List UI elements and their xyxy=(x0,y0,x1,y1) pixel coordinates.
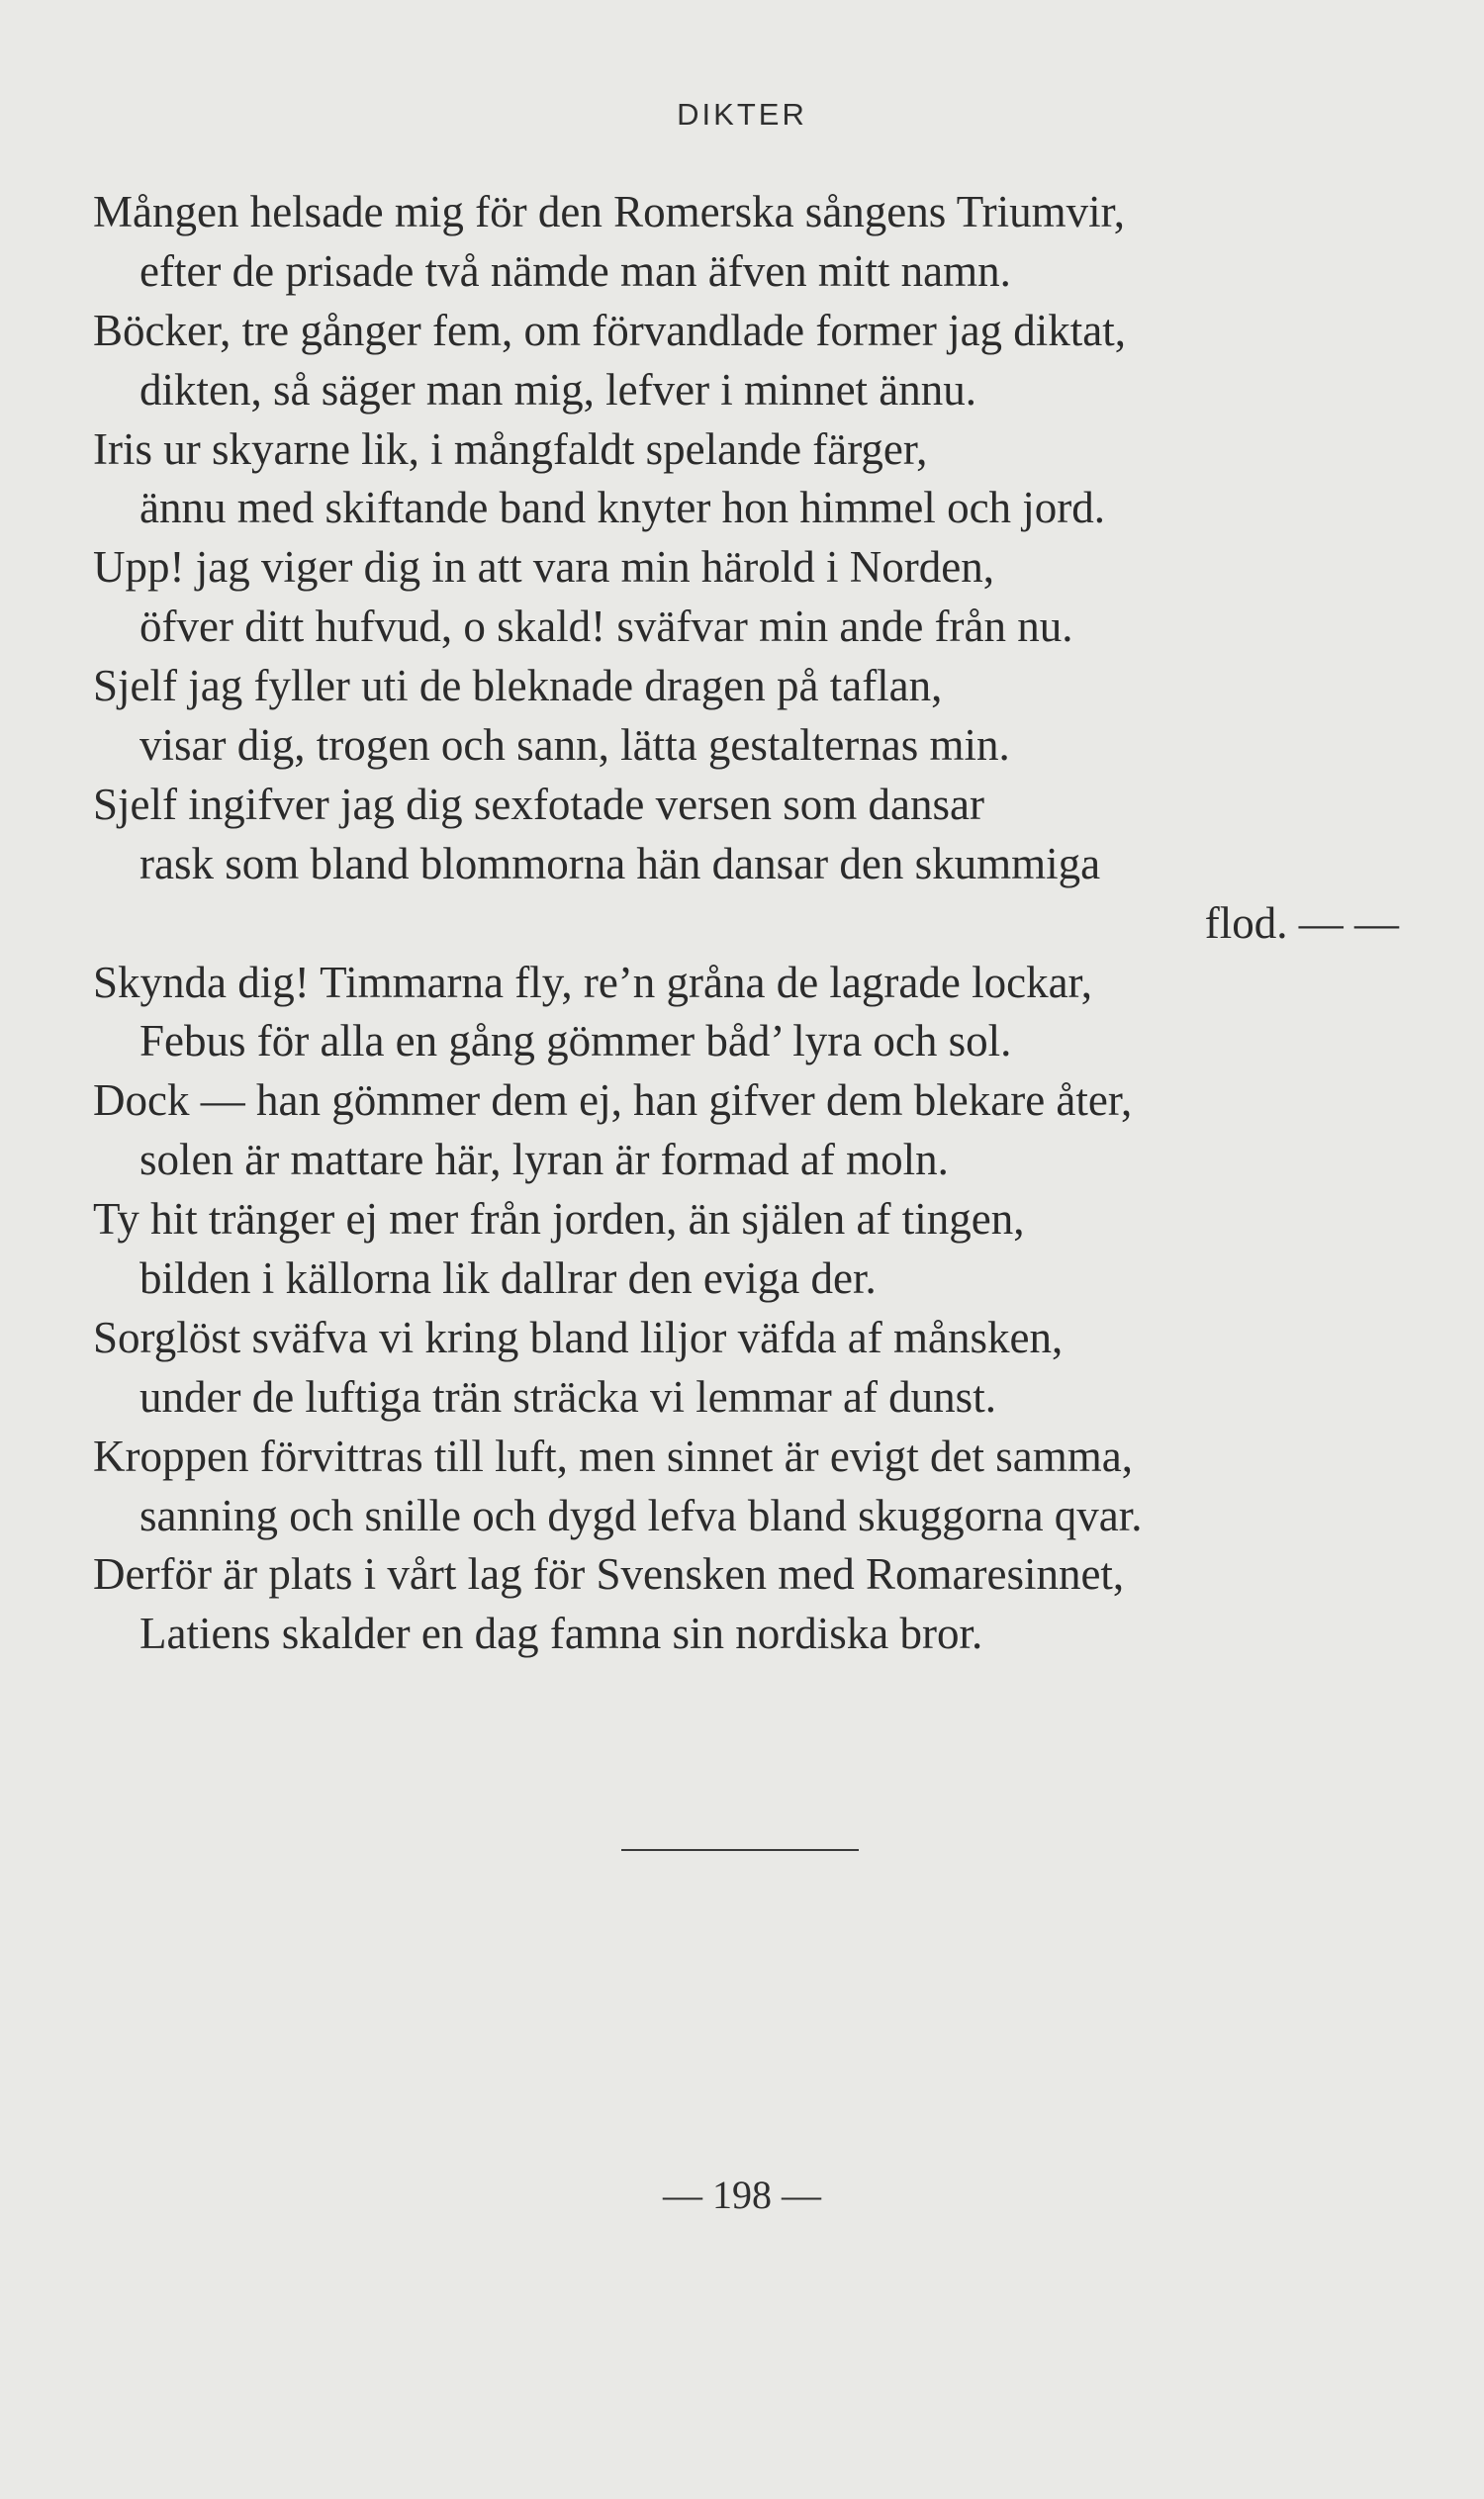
poem-line: under de luftiga trän sträcka vi lemmar af dunst. xyxy=(139,1371,996,1422)
poem-line: sanning och snille och dygd lefva bland skuggorna qvar. xyxy=(139,1490,1143,1540)
page-number: — 198 — xyxy=(663,2173,821,2217)
poem-line: Böcker, tre gånger fem, om förvandlade former jag diktat, xyxy=(93,305,1127,355)
poem-line: Latiens skalder en dag famna sin nordiska bror. xyxy=(139,1609,983,1659)
poem-line: ännu med skiftande band knyter hon himmel och jord. xyxy=(139,483,1106,533)
poem-line: bilden i källorna lik dallrar den eviga der. xyxy=(139,1253,877,1304)
poem-line: öfver ditt hufvud, o skald! sväfvar min ande från nu. xyxy=(139,602,1073,652)
running-head: DIKTER xyxy=(677,97,807,132)
poem-line-continuation: flod. — — xyxy=(1204,897,1399,948)
poem-body xyxy=(93,183,1399,1664)
poem-line: visar dig, trogen och sann, lätta gestalternas min. xyxy=(139,720,1010,771)
poem-line: solen är mattare här, lyran är formad af moln. xyxy=(139,1135,949,1185)
poem-line: efter de prisade två nämde man äfven mitt namn. xyxy=(139,245,1011,296)
poem-line: Mången helsade mig för den Romerska sångens Triumvir, xyxy=(93,187,1126,236)
poem-line: Dock — han gömmer dem ej, han gifver dem blekare åter, xyxy=(93,1075,1133,1126)
poem-line: Sjelf ingifver jag dig sexfotade versen som dansar xyxy=(93,779,984,829)
section-divider xyxy=(621,1849,859,1851)
poem-line: Kroppen förvittras till luft, men sinnet är evigt det samma, xyxy=(93,1431,1133,1481)
poem-line: dikten, så säger man mig, lefver i minnet ännu. xyxy=(139,364,977,415)
poem-line: Febus för alla en gång gömmer båd’ lyra och sol. xyxy=(139,1016,1012,1066)
poem-line: Sjelf jag fyller uti de bleknade dragen på taflan, xyxy=(93,661,943,711)
poem-line: Iris ur skyarne lik, i mångfaldt spelande färger, xyxy=(93,423,928,474)
poem-line: Ty hit tränger ej mer från jorden, än själen af tingen, xyxy=(93,1194,1025,1245)
poem-line: Sorglöst sväfva vi kring bland liljor väfda af månsken, xyxy=(93,1312,1064,1362)
poem-line: Upp! jag viger dig in att vara min härold i Norden, xyxy=(93,542,995,593)
poem-line: rask som bland blommorna hän dansar den skummiga xyxy=(139,838,1101,888)
poem-line: Skynda dig! Timmarna fly, re’n gråna de lagrade lockar, xyxy=(93,957,1092,1007)
poem-line: Derför är plats i vårt lag för Svensken med Romaresinnet, xyxy=(93,1549,1125,1600)
